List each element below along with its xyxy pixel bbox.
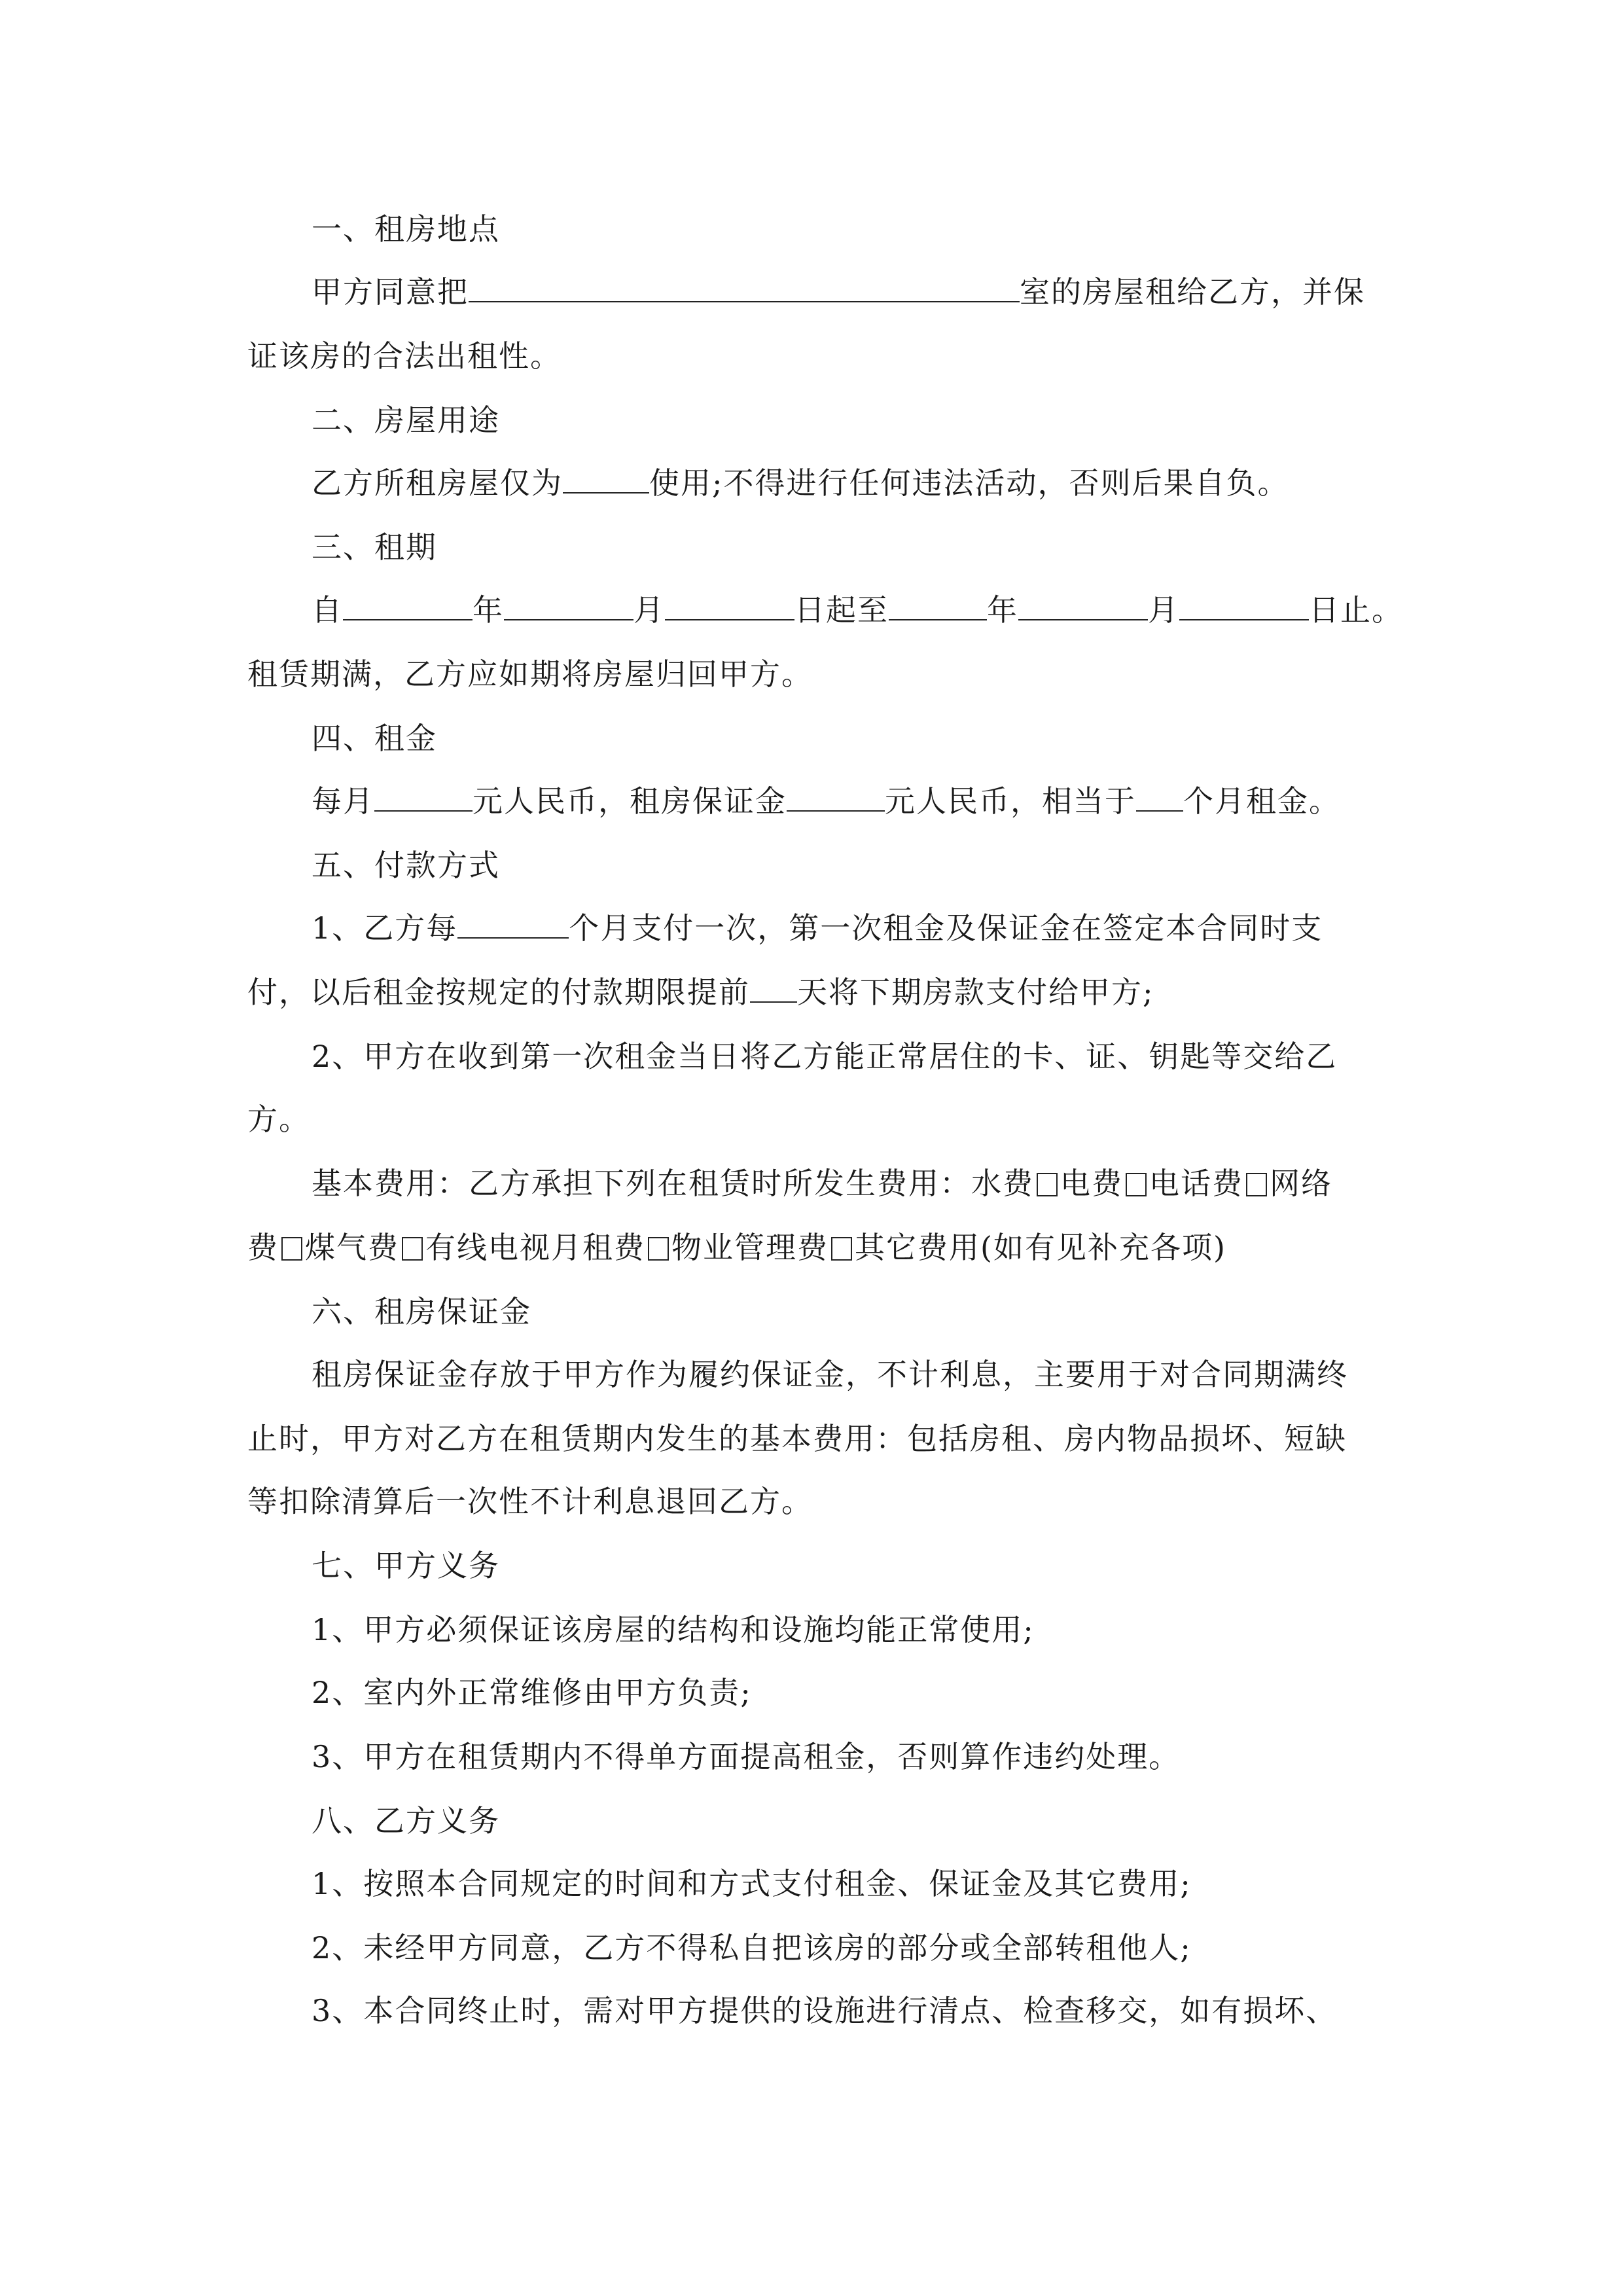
section-7-title: 七、甲方义务 [312,1548,500,1583]
water-fee-checkbox[interactable] [1037,1173,1058,1196]
section-6-title: 六、租房保证金 [312,1294,531,1329]
section-3-line-2: 租赁期满，乙方应如期将房屋归回甲方。 [247,656,813,692]
start-day-blank[interactable] [665,590,794,620]
section-2-line-1: 乙方所租房屋仅为 使用;不得进行任何违法活动，否则后果自负。 [312,463,1289,503]
usage-blank[interactable] [563,463,649,493]
network-fee-checkbox[interactable] [281,1237,302,1261]
section-8-item-2: 2、未经甲方同意，乙方不得私自把该房的部分或全部转租他人; [312,1930,1192,1965]
section-1-line-1: 甲方同意把 室的房屋租给乙方，并保 [312,272,1365,312]
fees-line-2: 费 煤气费 有线电视月租费 物业管理费 其它费用(如有见补充各项) [247,1230,1226,1265]
fees-line-1: 基本费用：乙方承担下列在租赁时所发生费用：水费 电费 电话费 网络 [312,1166,1332,1201]
electricity-fee-checkbox[interactable] [1126,1173,1147,1196]
gas-fee-checkbox[interactable] [402,1237,423,1261]
section-5-item-1-line-1: 1、乙方每 个月支付一次，第一次租金及保证金在签定本合同时支 [312,908,1323,948]
section-6-line-3: 等扣除清算后一次性不计利息退回乙方。 [247,1484,813,1519]
section-1-title: 一、租房地点 [312,211,500,247]
end-year-blank[interactable] [889,590,987,620]
cable-tv-fee-checkbox[interactable] [648,1237,669,1261]
section-8-item-3: 3、本合同终止时，需对甲方提供的设施进行清点、检查移交，如有损坏、 [312,1993,1338,2028]
section-4-title: 四、租金 [312,721,437,756]
section-1-line-2: 证该房的合法出租性。 [247,338,562,374]
deposit-months-blank[interactable] [1136,781,1183,812]
start-year-blank[interactable] [343,590,473,620]
section-8-title: 八、乙方义务 [312,1803,500,1839]
start-month-blank[interactable] [504,590,633,620]
deposit-blank[interactable] [787,781,885,812]
section-2-title: 二、房屋用途 [312,403,500,438]
section-7-item-2: 2、室内外正常维修由甲方负责; [312,1675,752,1710]
section-5-item-2-line-2: 方。 [247,1102,310,1137]
end-month-blank[interactable] [1018,590,1148,620]
section-3-title: 三、租期 [312,529,437,565]
section-4-line-1: 每月 元人民币，租房保证金 元人民币，相当于 个月租金。 [312,781,1340,821]
advance-days-blank[interactable] [750,973,797,1003]
end-day-blank[interactable] [1179,590,1309,620]
monthly-rent-blank[interactable] [374,781,473,812]
room-blank[interactable] [469,272,1020,302]
section-5-item-1-line-2: 付，以后租金按规定的付款期限提前 天将下期房款支付给甲方; [247,973,1154,1012]
section-8-item-1: 1、按照本合同规定的时间和方式支付租金、保证金及其它费用; [312,1866,1192,1901]
section-7-item-1: 1、甲方必须保证该房屋的结构和设施均能正常使用; [312,1612,1035,1647]
section-6-line-2: 止时，甲方对乙方在租赁期内发生的基本费用：包括房租、房内物品损坏、短缺 [247,1421,1347,1456]
section-6-line-1: 租房保证金存放于甲方作为履约保证金，不计利息，主要用于对合同期满终 [312,1357,1348,1392]
property-fee-checkbox[interactable] [831,1237,852,1261]
section-7-item-3: 3、甲方在租赁期内不得单方面提高租金，否则算作违约处理。 [312,1739,1181,1774]
payment-interval-blank[interactable] [457,908,569,939]
section-5-item-2-line-1: 2、甲方在收到第一次租金当日将乙方能正常居住的卡、证、钥匙等交给乙 [312,1039,1338,1074]
section-3-line-1: 自 年 月 日起至 年 月 日止。 [312,590,1403,630]
section-5-title: 五、付款方式 [312,848,500,883]
phone-fee-checkbox[interactable] [1246,1173,1267,1196]
